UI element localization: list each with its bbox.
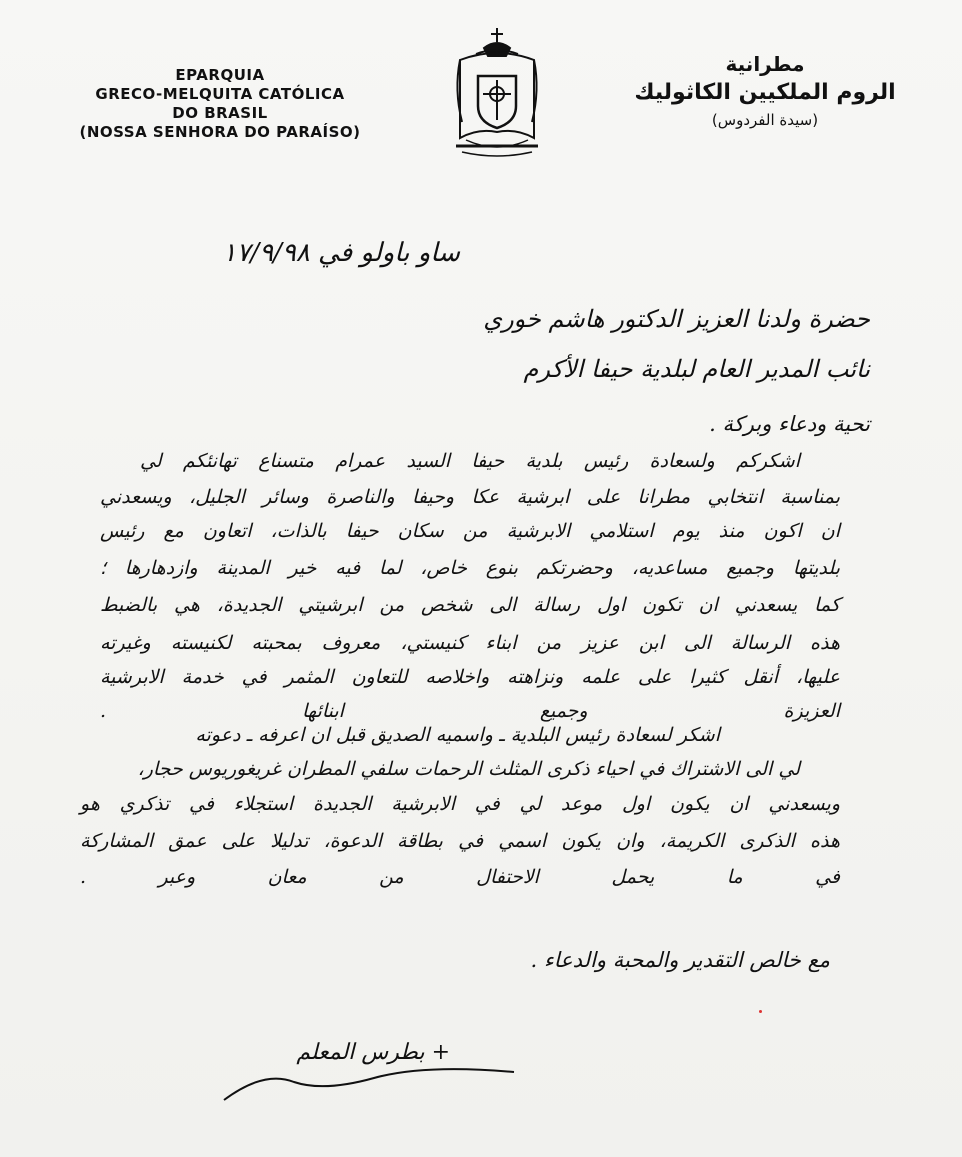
body-line: كما يسعدني ان تكون اول رسالة الى شخص من ابرشيتي الجديدة، هي بالضبط [100, 594, 840, 616]
body-line: هذه الذكرى الكريمة، وان يكون اسمي في بطاقة الدعوة، تدليلا على عمق المشاركة [80, 830, 840, 852]
body-line: ويسعدني ان يكون اول موعد لي في الابرشية الجديدة استجلاء في تذكري هو [80, 793, 840, 815]
body-line: اشكركم ولسعادة رئيس بلدية حيفا السيد عمرام متسناع تهانئكم لي [140, 450, 800, 472]
letterhead-latin [70, 66, 370, 142]
body-line: ان اكون منذ يوم استلامي الابرشية من سكان حيفا بالذات، اتعاون مع رئيس [100, 520, 840, 542]
body-line: العزيزة وجميع ابنائها . [100, 700, 840, 722]
letterhead-latin-line: EPARQUIA [175, 66, 265, 84]
body-line: لي الى الاشتراك في احياء ذكرى المثلث الرحمات سلفي المطران غريغوريوس حجار، [137, 758, 800, 780]
letterhead-arabic-line: (سيدة الفردوس) [711, 111, 819, 129]
body-line: اشكر لسعادة رئيس البلدية ـ واسميه الصديق قبل ان اعرفه ـ دعوته [195, 724, 720, 746]
letterhead-arabic-line: مطرانية [725, 52, 805, 76]
signature: + بطرس المعلم [296, 1040, 450, 1065]
closing-line: مع خالص التقدير والمحبة والدعاء . [530, 948, 830, 972]
recipient-line: حضرة ولدنا العزيز الدكتور هاشم خوري [483, 305, 870, 333]
letterhead-latin-line: GRECO-MELQUITA CATÓLICA [95, 85, 345, 103]
recipient-line: نائب المدير العام لبلدية حيفا الأكرم [523, 355, 870, 383]
letterhead-latin-line: (NOSSA SENHORA DO PARAÍSO) [79, 123, 361, 141]
body-line: في ما يحمل الاحتفال من معان وعبر . [80, 866, 840, 888]
body-line: بمناسبة انتخابي مطرانا على ابرشية عكا وحيفا والناصرة وسائر الجليل، ويسعدني [100, 486, 840, 508]
greeting: تحية ودعاء وبركة . [709, 412, 870, 436]
ink-dot [759, 1010, 762, 1013]
eparchy-crest-icon [446, 24, 548, 160]
letterhead-latin-line: DO BRASIL [172, 104, 268, 122]
body-line: عليها، أنقل كثيرا على علمه ونزاهته واخلاصه للتعاون المثمر في خدمة الابرشية [100, 666, 840, 688]
body-line: بلديتها وجميع مساعديه، وحضرتكم بنوع خاص، لما فيه خير المدينة وازدهارها ؛ [100, 557, 840, 579]
letterhead-arabic [630, 50, 900, 132]
letter-date: ساو باولو في ١٧/٩/٩٨ [222, 238, 460, 268]
letterhead-arabic-line: الروم الملكيين الكاثوليك [634, 80, 896, 105]
signature-flourish [220, 1060, 520, 1110]
body-line: هذه الرسالة الى ابن عزيز من ابناء كنيستي، معروف بمحبته لكنيسته وغيرته [100, 632, 840, 654]
